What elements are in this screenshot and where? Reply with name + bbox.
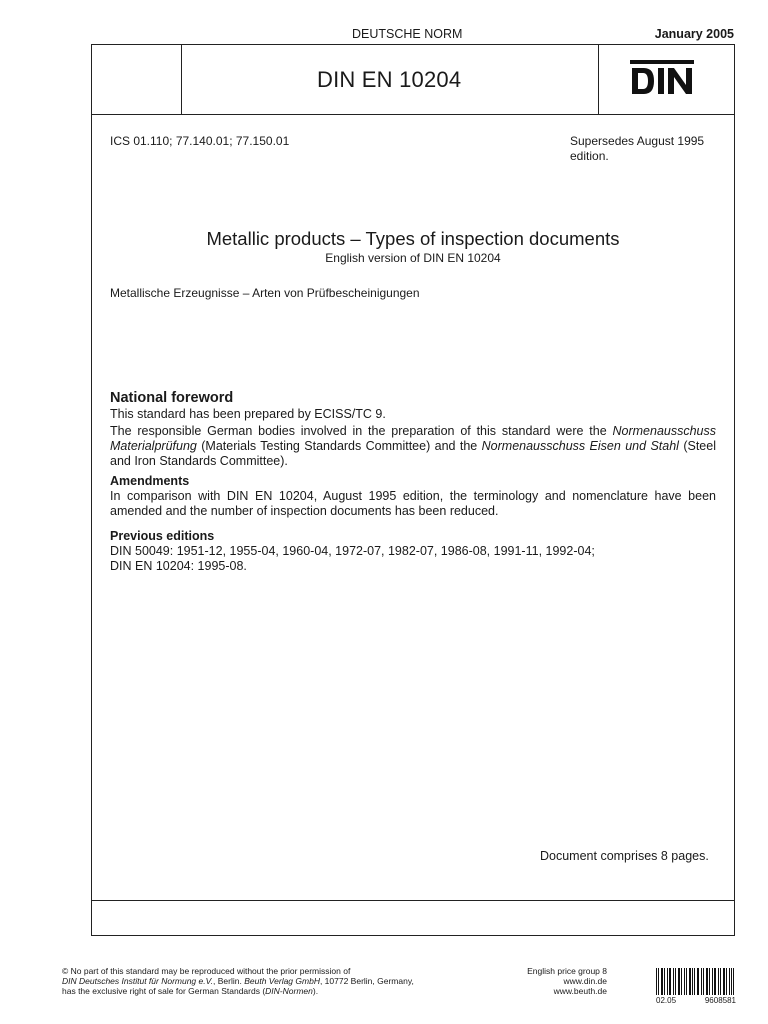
din-website-link[interactable]: www.din.de <box>563 976 607 986</box>
amendments-section <box>110 474 716 519</box>
divider <box>181 45 182 114</box>
previous-editions-line: DIN 50049: 1951-12, 1955-04, 1960-04, 1972-07, 1982-07, 1986-08, 1991-11, 1992-04; <box>110 544 595 558</box>
document-subtitle: English version of DIN EN 10204 <box>325 251 501 265</box>
price-group: English price group 8 <box>527 966 607 976</box>
previous-editions-section <box>110 529 716 574</box>
divider <box>92 900 734 901</box>
copyright-notice: © No part of this standard may be reproduced without the prior permission of DIN Deutsches Institut für Normung e.V., Berlin. Beuth Verlag GmbH, 10772 Berlin, Germany, has the exclusive right of sale for German Standards (DIN-Normen). <box>62 966 414 996</box>
barcode <box>656 968 734 995</box>
foreword-body <box>110 407 716 469</box>
supersedes-note: Supersedes August 1995 edition. <box>570 134 705 163</box>
foreword-line: This standard has been prepared by ECISS/TC 9. <box>110 407 386 421</box>
amendments-text: In comparison with DIN EN 10204, August 1995 edition, the terminology and nomenclature have been amended and the number of inspection documents has been reduced. <box>110 489 716 518</box>
publication-date: January 2005 <box>654 27 734 41</box>
german-title: Metallische Erzeugnisse – Arten von Prüfbescheinigungen <box>110 286 420 300</box>
din-logo <box>628 57 696 99</box>
price-and-links <box>512 966 607 996</box>
foreword-heading: National foreword <box>110 390 234 406</box>
ics-codes: ICS 01.110; 77.140.01; 77.150.01 <box>110 134 290 148</box>
previous-editions-heading: Previous editions <box>110 529 215 543</box>
standard-number: DIN EN 10204 <box>317 67 462 92</box>
barcode-numbers: 02.05 9608581 <box>656 996 736 1005</box>
foreword-paragraph: The responsible German bodies involved in the preparation of this standard were the Normenausschuss Materialprüfung (Materials Testing Standards Committee) and the Normenausschuss Eisen und Stahl (Steel and Iron Standards Committee). <box>110 424 716 468</box>
previous-editions-line: DIN EN 10204: 1995-08. <box>110 559 247 573</box>
norm-label: DEUTSCHE NORM <box>352 27 463 41</box>
divider <box>598 45 599 114</box>
document-title: Metallic products – Types of inspection documents <box>206 228 620 249</box>
beuth-website-link[interactable]: www.beuth.de <box>553 986 607 996</box>
header-row <box>92 45 734 115</box>
page-count-note: Document comprises 8 pages. <box>540 849 709 863</box>
amendments-heading: Amendments <box>110 474 190 488</box>
